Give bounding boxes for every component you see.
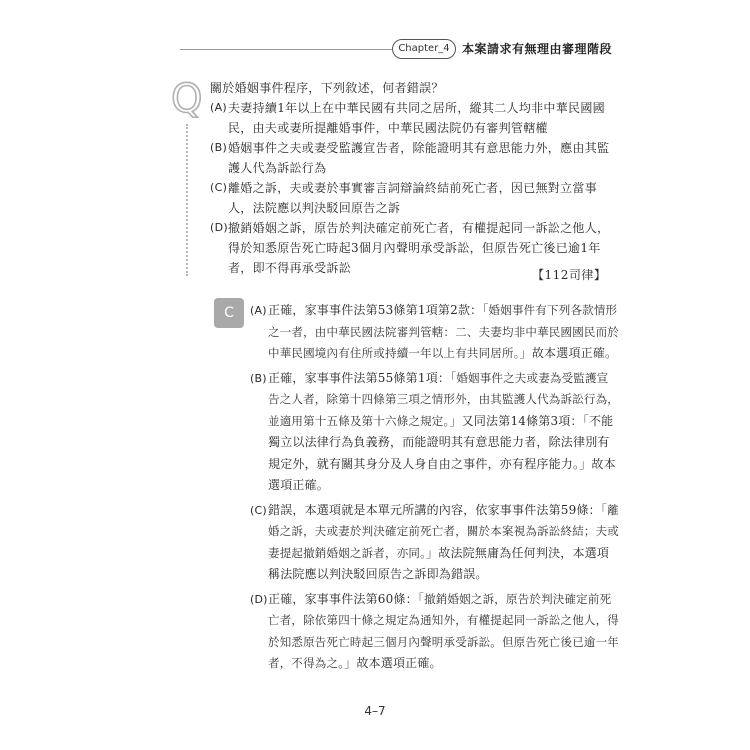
explanation-lead: 正確，家事事件法第60條：「 xyxy=(268,591,425,606)
answer-key-badge: C xyxy=(214,298,244,328)
chapter-tag: Chapter_4 xyxy=(392,39,456,59)
option-text: 離婚之訴，夫或妻於事實審言詞辯論終結前死亡者，因已無對立當事人，法院應以判決駁回原告之訴 xyxy=(228,181,598,215)
exam-source-tag: 【112司律】 xyxy=(532,268,607,282)
option-text: 婚姻事件之夫或妻受監護宣告者，除能證明其有意思能力外，應由其監護人代為訴訟行為 xyxy=(228,141,610,175)
explanation-conclusion: 」故本選項正確。 xyxy=(519,346,618,360)
explanation-conclusion: 」故法院無庸為任何判決，本選項稱法院應以判決駁回原告之訴即為錯誤。 xyxy=(268,545,610,581)
option-text: 撤銷婚姻之訴，原告於判決確定前死亡者，有權提起同一訴訟之他人，得於知悉原告死亡時起3個月內聲明承受訴訟，但原告死亡後已逾1年者，即不得再承受訴訟 xyxy=(228,221,610,275)
statute-quote: 撤銷婚姻之訴，原告於判決確定前死亡者，除依第四十條之規定為通知外，有權提起同一訴訟之他人，得於知悉原告死亡時起三個月內聲明承受訴訟。但原告死亡後已逾一年者，不得為之。 xyxy=(268,591,619,670)
explanation-b xyxy=(250,368,620,497)
question-q-icon xyxy=(170,76,202,126)
explanation-lead: 錯誤，本選項就是本單元所講的內容，依家事事件法第59條：「 xyxy=(268,502,608,517)
explanation-label: (D) xyxy=(250,592,268,606)
explanation-body xyxy=(268,500,620,586)
explanation-label: (C) xyxy=(250,503,267,517)
option-c xyxy=(210,178,610,218)
explanation-d xyxy=(250,589,620,675)
option-label: (A) xyxy=(210,101,228,114)
question-block xyxy=(210,78,610,278)
explanation-c xyxy=(250,500,620,586)
option-b xyxy=(210,138,610,178)
option-text: 夫妻持續1年以上在中華民國有共同之居所，縱其二人均非中華民國國民，由夫或妻所提離婚事件，中華民國法院仍有審判管轄權 xyxy=(228,101,605,135)
explanation-body xyxy=(268,589,620,675)
explanation-conclusion: 」故本選項正確。 xyxy=(344,656,442,670)
question-mark-letter: Q xyxy=(171,76,202,122)
question-dotted-line xyxy=(186,124,188,276)
option-a xyxy=(210,98,610,138)
explanation-label: (B) xyxy=(250,371,267,385)
answer-explanation xyxy=(250,300,620,678)
explanation-lead: 正確，家事事件法第55條第1項：「 xyxy=(268,370,457,385)
explanation-label: (A) xyxy=(250,304,267,317)
option-label: (C) xyxy=(210,181,228,194)
header-title: 本案請求有無理由審理階段 xyxy=(462,42,613,56)
explanation-a xyxy=(250,300,620,365)
question-stem: 關於婚姻事件程序，下列敘述，何者錯誤？ xyxy=(210,81,444,95)
statute-quote: 離婚之訴，夫或妻於判決確定前死亡者，關於本案視為訴訟終結；夫或妻提起撤銷婚姻之訴者，亦同。 xyxy=(268,502,619,560)
statute-quote: 婚姻事件之夫或妻為受監護宣告之人者，除第十四條第三項之情形外，由其監護人代為訴訟行為，並適用第十五條及第十六條之規定。 xyxy=(268,370,619,428)
explanation-conclusion: 」又同法第14條第3項：「不能獨立以法律行為負義務，而能證明其有意思能力者，除法律別有規定外，就有關其身分及人身自由之事件，亦有程序能力。」故本選項正確。 xyxy=(268,413,616,492)
page-number: 4–7 xyxy=(364,704,386,718)
header-rule xyxy=(180,49,392,50)
running-header xyxy=(0,38,750,60)
explanation-body xyxy=(268,300,620,365)
option-label: (B) xyxy=(210,141,228,154)
explanation-lead: 正確，家事事件法第53條第1項第2款：「 xyxy=(268,303,489,317)
statute-quote: 婚姻事件有下列各款情形之一者，由中華民國法院審判管轄：二、夫妻均非中華民國國民而於中華民國境內有住所或持續一年以上有共同居所。 xyxy=(268,303,619,360)
option-label: (D) xyxy=(210,221,228,234)
explanation-body xyxy=(268,368,620,497)
